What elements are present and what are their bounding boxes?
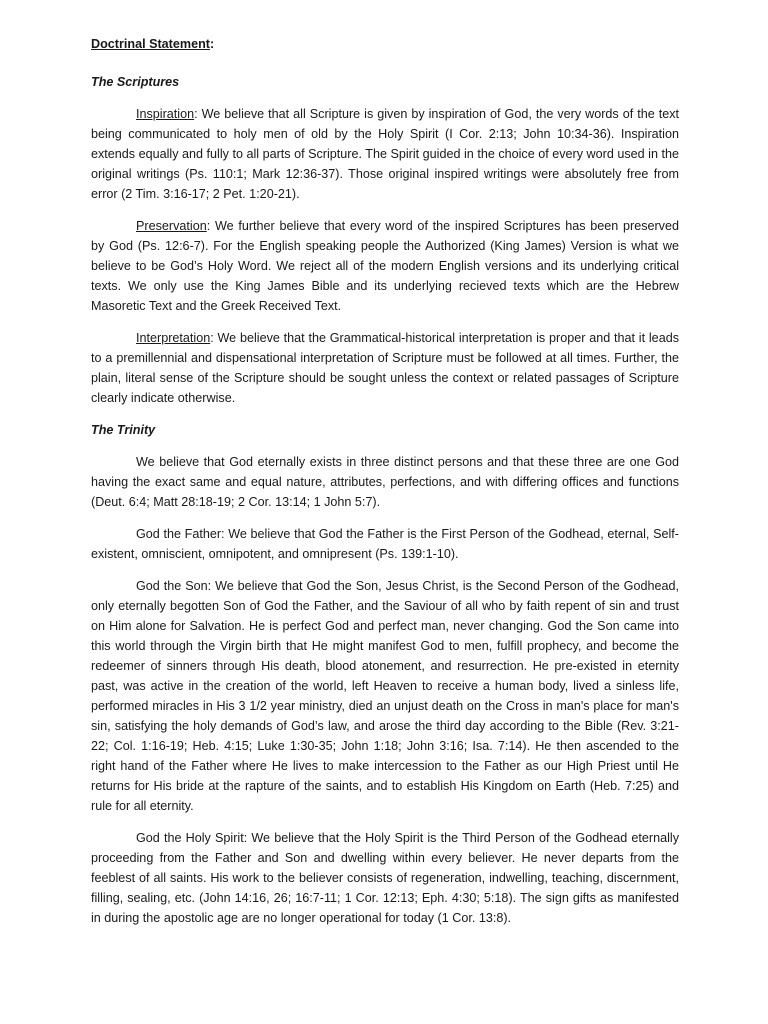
paragraph-preservation	[91, 216, 679, 316]
paragraph-interpretation	[91, 328, 679, 408]
paragraph-text: God the Holy Spirit: We believe that the Holy Spirit is the Third Person of the Godhead eternally proceeding from the Father and Son and dwelling within every believer. He never departs from the feeblest of all saints. His work to the believer consists of regeneration, indwelling, teaching, discernment, filling, sealing, etc. (John 14:16, 26; 16:7-11; 1 Cor. 12:13; Eph. 4:30; 5:18). The sign gifts as manifested in during the apostolic age are no longer operational for today (1 Cor. 13:8).	[91, 831, 679, 925]
section-heading-scriptures: The Scriptures	[91, 75, 180, 89]
document-title-colon: :	[209, 37, 215, 51]
paragraph-god-the-holy-spirit	[91, 828, 679, 928]
paragraph-god-the-father	[91, 524, 679, 564]
document-title	[91, 34, 679, 54]
paragraph-text: God the Son: We believe that God the Son, Jesus Christ, is the Second Person of the Godhead, only eternally begotten Son of God the Father, and the Saviour of all who by faith repent of sin and trust on Him alone for Salvation. He is perfect God and perfect man, never changing. God the Son came into this world through the Virgin birth that He might manifest God to men, fulfill prophecy, and become the redeemer of sinners through His death, blood atonement, and resurrection. He pre-existed in eternity past, was active in the creation of the world, left Heaven to receive a human body, lived a sinless life, performed miracles in His 3 1/2 year ministry, died an unjust death on the Cross in man's place for man's sin, satisfying the holy demands of God’s law, and arose the third day according to the Bible (Rev. 3:21-22; Col. 1:16-19; Heb. 4:15; Luke 1:30-35; John 1:18; John 3:16; Isa. 7:14). He then ascended to the right hand of the Father where He lives to make intercession to the Father as our High Priest until He returns for His bride at the rapture of the saints, and to establish His Kingdom on Earth (Heb. 7:25) and rule for all eternity.	[91, 579, 679, 813]
term-preservation: Preservation	[136, 219, 207, 233]
paragraph-text: : We believe that all Scripture is given by inspiration of God, the very words of the text being communicated to holy men of old by the Holy Spirit (I Cor. 2:13; John 10:34-36). Inspiration extends equally and fully to all parts of Scripture. The Spirit guided in the choice of every word used in the original writings (Ps. 110:1; Mark 12:36-37). Those original inspired writings were absolutely free from error (2 Tim. 3:16-17; 2 Pet. 1:20-21).	[91, 107, 679, 201]
paragraph-text: We believe that God eternally exists in three distinct persons and that these three are one God having the exact same and equal nature, attributes, perfections, and with differing offices and functions (Deut. 6:4; Matt 28:18-19; 2 Cor. 13:14; 1 John 5:7).	[91, 455, 679, 509]
paragraph-text: : We believe that the Grammatical-historical interpretation is proper and that it leads to a premillennial and dispensational interpretation of Scripture must be followed at all times. Further, the plain, literal sense of the Scripture should be sought unless the context or related passages of Scripture clearly indicate otherwise.	[91, 331, 679, 405]
paragraph-text: God the Father: We believe that God the Father is the First Person of the Godhead, eternal, Self-existent, omniscient, omnipotent, and omnipresent (Ps. 139:1-10).	[91, 527, 679, 561]
section-heading-trinity: The Trinity	[91, 423, 156, 437]
term-inspiration: Inspiration	[136, 107, 195, 121]
document-title-text: Doctrinal Statement	[91, 37, 210, 51]
paragraph-text: : We further believe that every word of the inspired Scriptures has been preserved by God (Ps. 12:6-7). For the English speaking people the Authorized (King James) Version is what we believe to be God’s Holy Word. We reject all of the modern English versions and its underlying critical texts. We only use the King James Bible and its underlying recieved texts which are the Hebrew Masoretic Text and the Greek Received Text.	[91, 219, 679, 313]
paragraph-god-the-son	[91, 576, 679, 816]
term-interpretation: Interpretation	[136, 331, 211, 345]
document-page	[91, 34, 679, 940]
paragraph-trinity-intro	[91, 452, 679, 512]
paragraph-inspiration	[91, 104, 679, 204]
